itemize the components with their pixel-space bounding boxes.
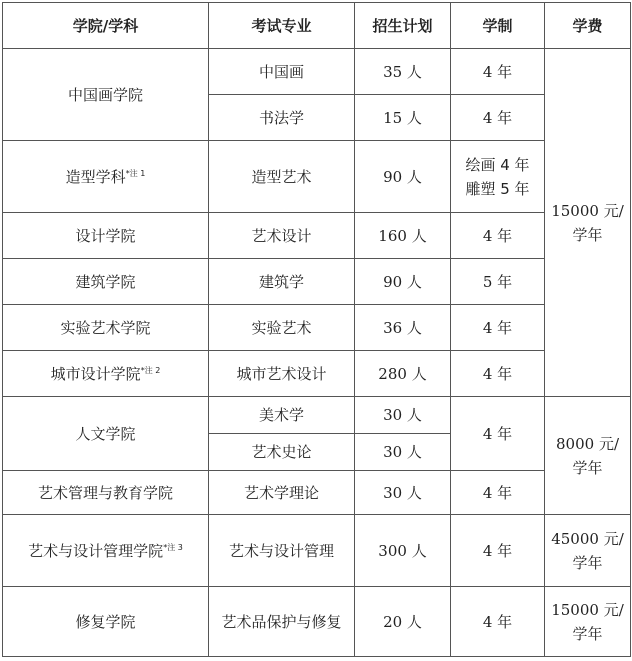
major-cell: 艺术品保护与修复 [209, 587, 355, 657]
plan-cell: 90 人 [355, 259, 451, 305]
plan-cell: 160 人 [355, 213, 451, 259]
duration-cell: 4 年 [451, 351, 545, 397]
major-cell: 艺术设计 [209, 213, 355, 259]
fee-cell [545, 587, 631, 657]
duration-cell: 4 年 [451, 305, 545, 351]
college-name: 造型学科 [65, 167, 126, 186]
table-row [3, 141, 631, 213]
header-fee: 学费 [545, 3, 631, 49]
plan-cell: 20 人 [355, 587, 451, 657]
college-name: 城市设计学院 [50, 364, 141, 383]
college-name: 艺术与设计管理学院 [28, 541, 164, 560]
plan-cell: 300 人 [355, 515, 451, 587]
footnote-marker: *注 3 [163, 542, 183, 552]
duration-line: 绘画 4 年 [465, 155, 530, 174]
duration-cell: 4 年 [451, 471, 545, 515]
plan-cell: 35 人 [355, 49, 451, 95]
major-cell: 造型艺术 [209, 141, 355, 213]
major-cell: 城市艺术设计 [209, 351, 355, 397]
college-cell [3, 141, 209, 213]
table-row [3, 515, 631, 587]
college-cell: 中国画学院 [3, 49, 209, 141]
college-cell [3, 515, 209, 587]
major-cell: 艺术学理论 [209, 471, 355, 515]
table-row [3, 351, 631, 397]
duration-cell [451, 141, 545, 213]
header-duration: 学制 [451, 3, 545, 49]
college-cell: 设计学院 [3, 213, 209, 259]
duration-cell: 5 年 [451, 259, 545, 305]
duration-cell: 4 年 [451, 515, 545, 587]
fee-cell [545, 515, 631, 587]
footnote-marker: *注 1 [125, 168, 146, 178]
table-row [3, 397, 631, 434]
fee-unit: 学年 [572, 624, 603, 643]
table-row [3, 305, 631, 351]
header-row [3, 3, 631, 49]
fee-cell [545, 397, 631, 515]
footnote-marker: *注 2 [140, 365, 161, 375]
fee-amount: 15000 元/ [551, 600, 624, 619]
header-plan: 招生计划 [355, 3, 451, 49]
fee-unit: 学年 [572, 225, 603, 244]
table-row [3, 49, 631, 95]
duration-cell: 4 年 [451, 397, 545, 471]
plan-cell: 30 人 [355, 434, 451, 471]
plan-cell: 36 人 [355, 305, 451, 351]
college-cell: 艺术管理与教育学院 [3, 471, 209, 515]
plan-cell: 280 人 [355, 351, 451, 397]
header-major: 考试专业 [209, 3, 355, 49]
table-row [3, 587, 631, 657]
header-college: 学院/学科 [3, 3, 209, 49]
major-cell: 中国画 [209, 49, 355, 95]
duration-line: 雕塑 5 年 [465, 179, 530, 198]
plan-cell: 90 人 [355, 141, 451, 213]
fee-amount: 15000 元/ [551, 201, 624, 220]
table-row [3, 471, 631, 515]
major-cell: 实验艺术 [209, 305, 355, 351]
plan-cell: 30 人 [355, 397, 451, 434]
college-cell [3, 351, 209, 397]
major-cell: 艺术史论 [209, 434, 355, 471]
duration-cell: 4 年 [451, 95, 545, 141]
duration-cell: 4 年 [451, 49, 545, 95]
duration-cell: 4 年 [451, 587, 545, 657]
fee-unit: 学年 [572, 458, 603, 477]
plan-cell: 30 人 [355, 471, 451, 515]
plan-cell: 15 人 [355, 95, 451, 141]
college-cell: 建筑学院 [3, 259, 209, 305]
college-cell: 修复学院 [3, 587, 209, 657]
college-cell: 人文学院 [3, 397, 209, 471]
admission-table [2, 2, 631, 657]
fee-unit: 学年 [572, 553, 603, 572]
major-cell: 艺术与设计管理 [209, 515, 355, 587]
fee-amount: 45000 元/ [551, 529, 624, 548]
major-cell: 建筑学 [209, 259, 355, 305]
duration-cell: 4 年 [451, 213, 545, 259]
fee-amount: 8000 元/ [556, 434, 619, 453]
fee-cell [545, 49, 631, 397]
major-cell: 书法学 [209, 95, 355, 141]
table-row [3, 213, 631, 259]
college-cell: 实验艺术学院 [3, 305, 209, 351]
major-cell: 美术学 [209, 397, 355, 434]
table-row [3, 259, 631, 305]
